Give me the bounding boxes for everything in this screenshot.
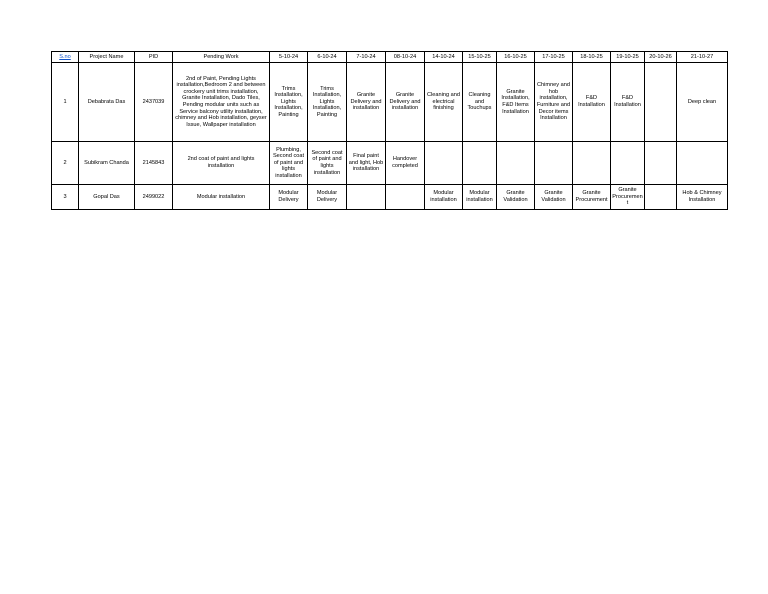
cell-project-name: Gopal Das <box>79 185 135 210</box>
table-row <box>52 142 728 185</box>
cell-schedule: Second coat of paint and lights installation <box>308 142 347 185</box>
cell-schedule: Granite Procurement <box>573 185 611 210</box>
header-date: 16-10-25 <box>497 52 535 63</box>
cell-schedule: Final paint and light, Hob installation <box>347 142 386 185</box>
cell-schedule: Modular Delivery <box>308 185 347 210</box>
header-row <box>52 52 728 63</box>
header-date: 18-10-25 <box>573 52 611 63</box>
cell-schedule <box>425 142 463 185</box>
header-date: 6-10-24 <box>308 52 347 63</box>
header-pid: PID <box>135 52 173 63</box>
cell-schedule: Handover completed <box>386 142 425 185</box>
table-row <box>52 185 728 210</box>
header-date: 08-10-24 <box>386 52 425 63</box>
cell-pending-work: 2nd of Paint, Pending Lights installation,Bedroom 2 and between crockery unit trims installation, Granite Installation, Dado Tiles, Pending modular units such as Service balcony utility installation, chimney and Hob installation, geyser Issue, Wallpaper installation <box>173 63 270 142</box>
cell-schedule: Deep clean <box>677 63 728 142</box>
cell-schedule <box>645 63 677 142</box>
cell-schedule <box>386 185 425 210</box>
header-date: 15-10-25 <box>463 52 497 63</box>
cell-pid: 2437039 <box>135 63 173 142</box>
cell-schedule: Hob & Chimney Installation <box>677 185 728 210</box>
cell-schedule: Granite Delivery and installation <box>386 63 425 142</box>
cell-schedule: Trims Installation, Lights Installation, Painting <box>270 63 308 142</box>
cell-sno: 1 <box>52 63 79 142</box>
cell-schedule: Cleaning and Touchups <box>463 63 497 142</box>
cell-schedule: Granite Delivery and installation <box>347 63 386 142</box>
cell-schedule: Granite Validation <box>497 185 535 210</box>
header-date: 20-10-26 <box>645 52 677 63</box>
cell-schedule <box>347 185 386 210</box>
cell-schedule: Chimney and hob installation, Furniture and Decor items Installation <box>535 63 573 142</box>
cell-schedule: Cleaning and electrical finishing <box>425 63 463 142</box>
header-date: 21-10-27 <box>677 52 728 63</box>
cell-schedule <box>611 142 645 185</box>
cell-schedule: Granite Validation <box>535 185 573 210</box>
cell-schedule: Plumbing, Second coat of paint and lights installation <box>270 142 308 185</box>
project-schedule-table <box>51 51 728 210</box>
sno-header-link[interactable]: S.no <box>59 53 71 60</box>
cell-schedule: Modular installation <box>425 185 463 210</box>
header-date: 5-10-24 <box>270 52 308 63</box>
header-date: 7-10-24 <box>347 52 386 63</box>
cell-schedule <box>645 185 677 210</box>
cell-schedule: Granite Procurement <box>611 185 645 210</box>
header-project-name: Project Name <box>79 52 135 63</box>
header-date: 17-10-25 <box>535 52 573 63</box>
header-sno[interactable] <box>52 52 79 63</box>
cell-pending-work: 2nd coat of paint and lights installation <box>173 142 270 185</box>
cell-schedule <box>463 142 497 185</box>
cell-schedule: Modular Delivery <box>270 185 308 210</box>
cell-schedule: Trims Installation, Lights Installation, Painting <box>308 63 347 142</box>
cell-schedule <box>677 142 728 185</box>
cell-schedule: Granite Installation, F&D Items Installation <box>497 63 535 142</box>
cell-sno: 3 <box>52 185 79 210</box>
cell-schedule: F&D Installation <box>573 63 611 142</box>
cell-schedule <box>535 142 573 185</box>
cell-pid: 2499022 <box>135 185 173 210</box>
cell-sno: 2 <box>52 142 79 185</box>
cell-schedule <box>497 142 535 185</box>
cell-project-name: Debabrata Das <box>79 63 135 142</box>
header-date: 19-10-25 <box>611 52 645 63</box>
cell-project-name: Subikram Chanda <box>79 142 135 185</box>
table-row <box>52 63 728 142</box>
cell-pid: 2145843 <box>135 142 173 185</box>
header-date: 14-10-24 <box>425 52 463 63</box>
cell-schedule: Modular installation <box>463 185 497 210</box>
cell-schedule <box>573 142 611 185</box>
cell-schedule <box>645 142 677 185</box>
header-pending-work: Pending Work <box>173 52 270 63</box>
cell-schedule: F&D Installation <box>611 63 645 142</box>
cell-pending-work: Modular installation <box>173 185 270 210</box>
